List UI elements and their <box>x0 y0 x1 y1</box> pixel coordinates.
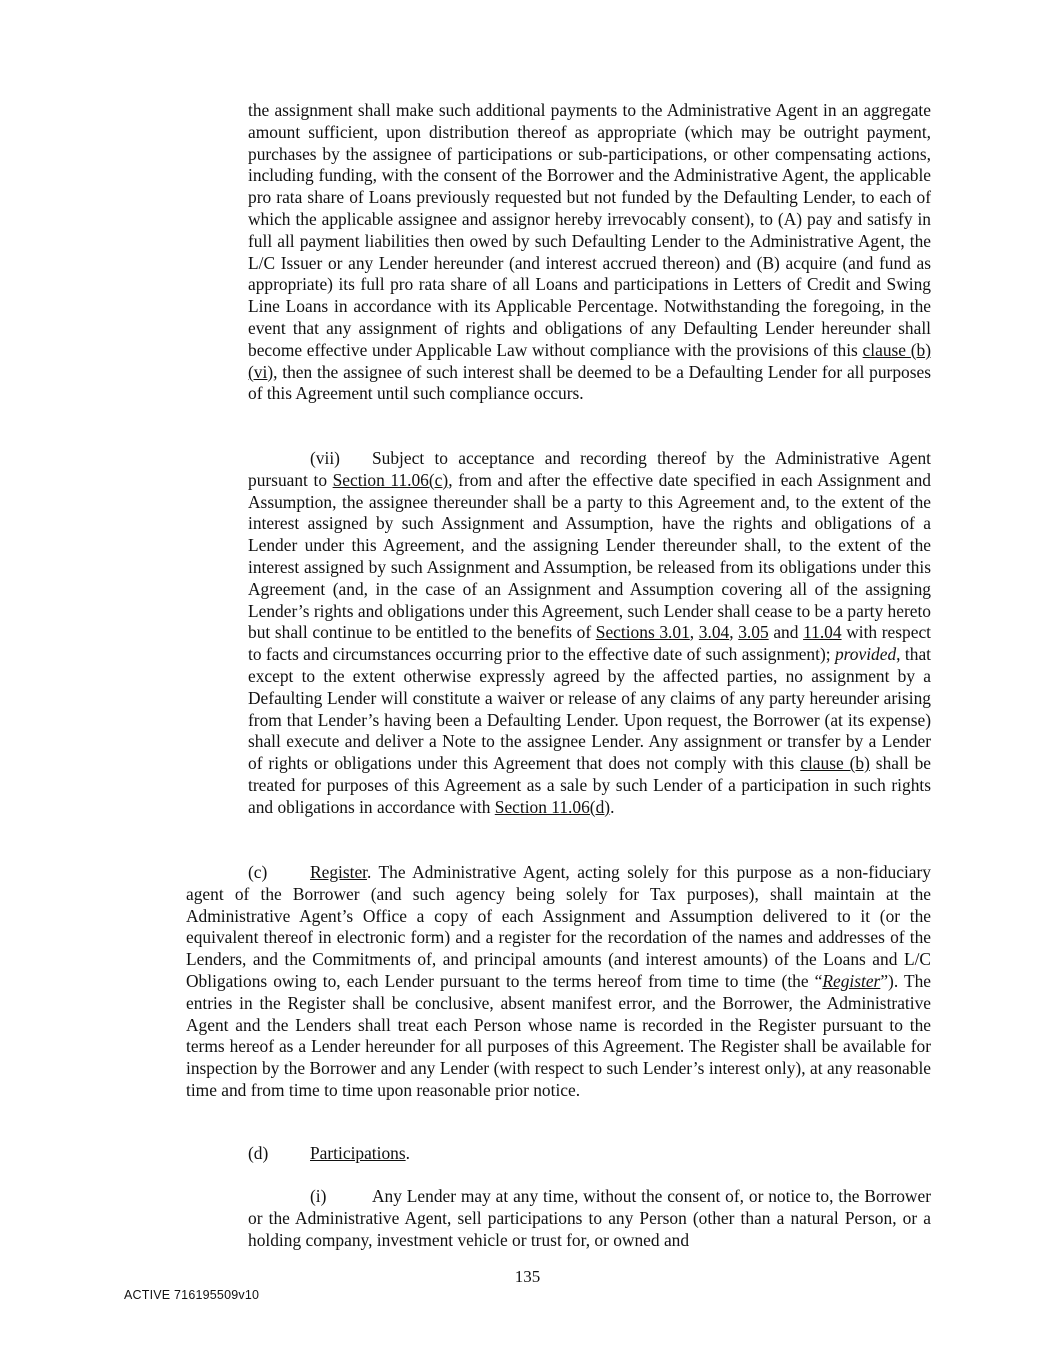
paragraph-label: (i) <box>310 1186 327 1206</box>
paragraph-text: ”). The entries in the Register shall be conclusive, absent manifest error, and the Borrower, the Administrative Agent and the Lenders shall treat each Person whose name is recorded in the Register pursuant to the terms hereof as a Lender hereunder for all purposes of this Agreement. The Register shall be available for inspection by the Borrower and any Lender (with respect to such Lender’s interest only), at any reasonable time and from time to time upon reasonable prior notice. <box>186 970 931 1100</box>
section-11-06-d-reference: Section 11.06(d) <box>494 796 611 817</box>
paragraph-label: (c) <box>248 862 268 882</box>
paragraph-text: Subject to acceptance and recording thereof by the Administrative Agent pursuant to <box>248 448 931 490</box>
clause-b-reference: clause (b) <box>800 753 870 774</box>
separator: , <box>729 622 739 643</box>
paragraph-text: , that except to the extent otherwise expressly agreed by the affected parties, no assignment by a Defaulting Lender will constitute a waiver or release of any claims of any party hereunder arising from that Lender’s having been a Defaulting Lender. Upon request, the Borrower (at its expense) shall execute and deliver a Note to the assignee Lender. Any assignment or transfer by a Lender of rights or obligations under this Agreement that does not comply with this <box>248 644 931 774</box>
paragraph-text: shall be treated for purposes of this Agreement as a sale by such Lender of a participation in such rights and obligations in accordance with <box>248 753 931 817</box>
paragraph-vii <box>248 448 931 819</box>
participations-heading: Participations <box>310 1143 406 1163</box>
paragraph-text: , from and after the effective date specified in each Assignment and Assumption, the assignee thereunder shall be a party to this Agreement and, to the extent of the interest assigned by such Assignment and Assumption, have the rights and obligations of a Lender under this Agreement, and the assigning Lender thereunder shall, to the extent of the interest assigned by such Assignment and Assumption, be released from its obligations under this Agreement (and, in the case of an Assignment and Assumption covering all of the assigning Lender’s rights and obligations under this Agreement, such Lender shall cease to be a party hereto but shall continue to be entitled to the benefits of <box>248 469 931 643</box>
page-number: 135 <box>514 1267 541 1286</box>
separator: and <box>768 622 804 643</box>
register-heading: Register <box>310 862 367 882</box>
provided-term: provided <box>834 644 897 665</box>
paragraph-d-participations <box>186 1143 931 1165</box>
paragraph-text: with respect to facts and circumstances occurring prior to the effective date of such assignment); <box>248 622 932 665</box>
paragraph-text: Any Lender may at any time, without the consent of, or notice to, the Borrower or the Administrative Agent, sell participations to any Person (other than a natural Person, or a holding company, investment vehicle or trust for, or owned and <box>248 1186 931 1250</box>
paragraph-text: . <box>405 1143 410 1163</box>
document-id: ACTIVE 716195509v10 <box>124 1288 260 1302</box>
paragraph-c-register <box>186 862 931 1102</box>
paragraph-label: (vii) <box>310 448 340 468</box>
paragraph-label: (d) <box>248 1143 269 1163</box>
section-3-05-reference: 3.05 <box>738 622 769 643</box>
register-defined-term: Register <box>822 970 881 991</box>
paragraph-i <box>248 1186 931 1251</box>
paragraph-text: . The Administrative Agent, acting solely for this purpose as a non-fiduciary agent of the Borrower (and such agency being solely for Tax purposes), shall maintain at the Administrative Agent’s Office a copy of each Assignment and Assumption delivered to it (or the equivalent thereof in electronic form) and a register for the recordation of the names and addresses of the Lenders, and the Commitments of, and principal amounts (and interest amounts) of the Loans and L/C Obligations owing to, each Lender pursuant to the terms hereof from time to time (the “ <box>186 862 931 991</box>
section-11-04-reference: 11.04 <box>803 622 842 643</box>
section-11-06-c-reference: Section 11.06(c) <box>332 469 449 490</box>
section-3-01-reference: Sections 3.01 <box>595 622 690 643</box>
separator: , <box>689 622 699 643</box>
clause-b-vi-reference: clause (b)(vi) <box>248 339 931 382</box>
section-3-04-reference: 3.04 <box>698 622 730 643</box>
paragraph-text: the assignment shall make such additional payments to the Administrative Agent in an aggregate amount sufficient, upon distribution thereof as appropriate (which may be outright payment, purchases by the assignee of participations or sub-participations, or other compensating actions, including funding, with the consent of the Borrower and the Administrative Agent, the applicable pro rata share of Loans previously requested but not funded by the Defaulting Lender, to each of which the applicable assignee and assignor hereby irrevocably consent), to (A) pay and satisfy in full all payment liabilities then owed by such Defaulting Lender to the Administrative Agent, the L/C Issuer or any Lender hereunder (and interest accrued thereon) and (B) acquire (and fund as appropriate) its full pro rata share of all Loans and participations in Letters of Credit and Swing Line Loans in accordance with its Applicable Percentage. Notwithstanding the foregoing, in the event that any assignment of rights and obligations of any Defaulting Lender hereunder shall become effective under Applicable Law without compliance with the provisions of this <box>248 100 931 360</box>
paragraph-assignment-continuation <box>248 100 931 405</box>
paragraph-text: , then the assignee of such interest shall be deemed to be a Defaulting Lender for all purposes of this Agreement until such compliance occurs. <box>248 361 931 404</box>
paragraph-text: . <box>610 796 615 817</box>
